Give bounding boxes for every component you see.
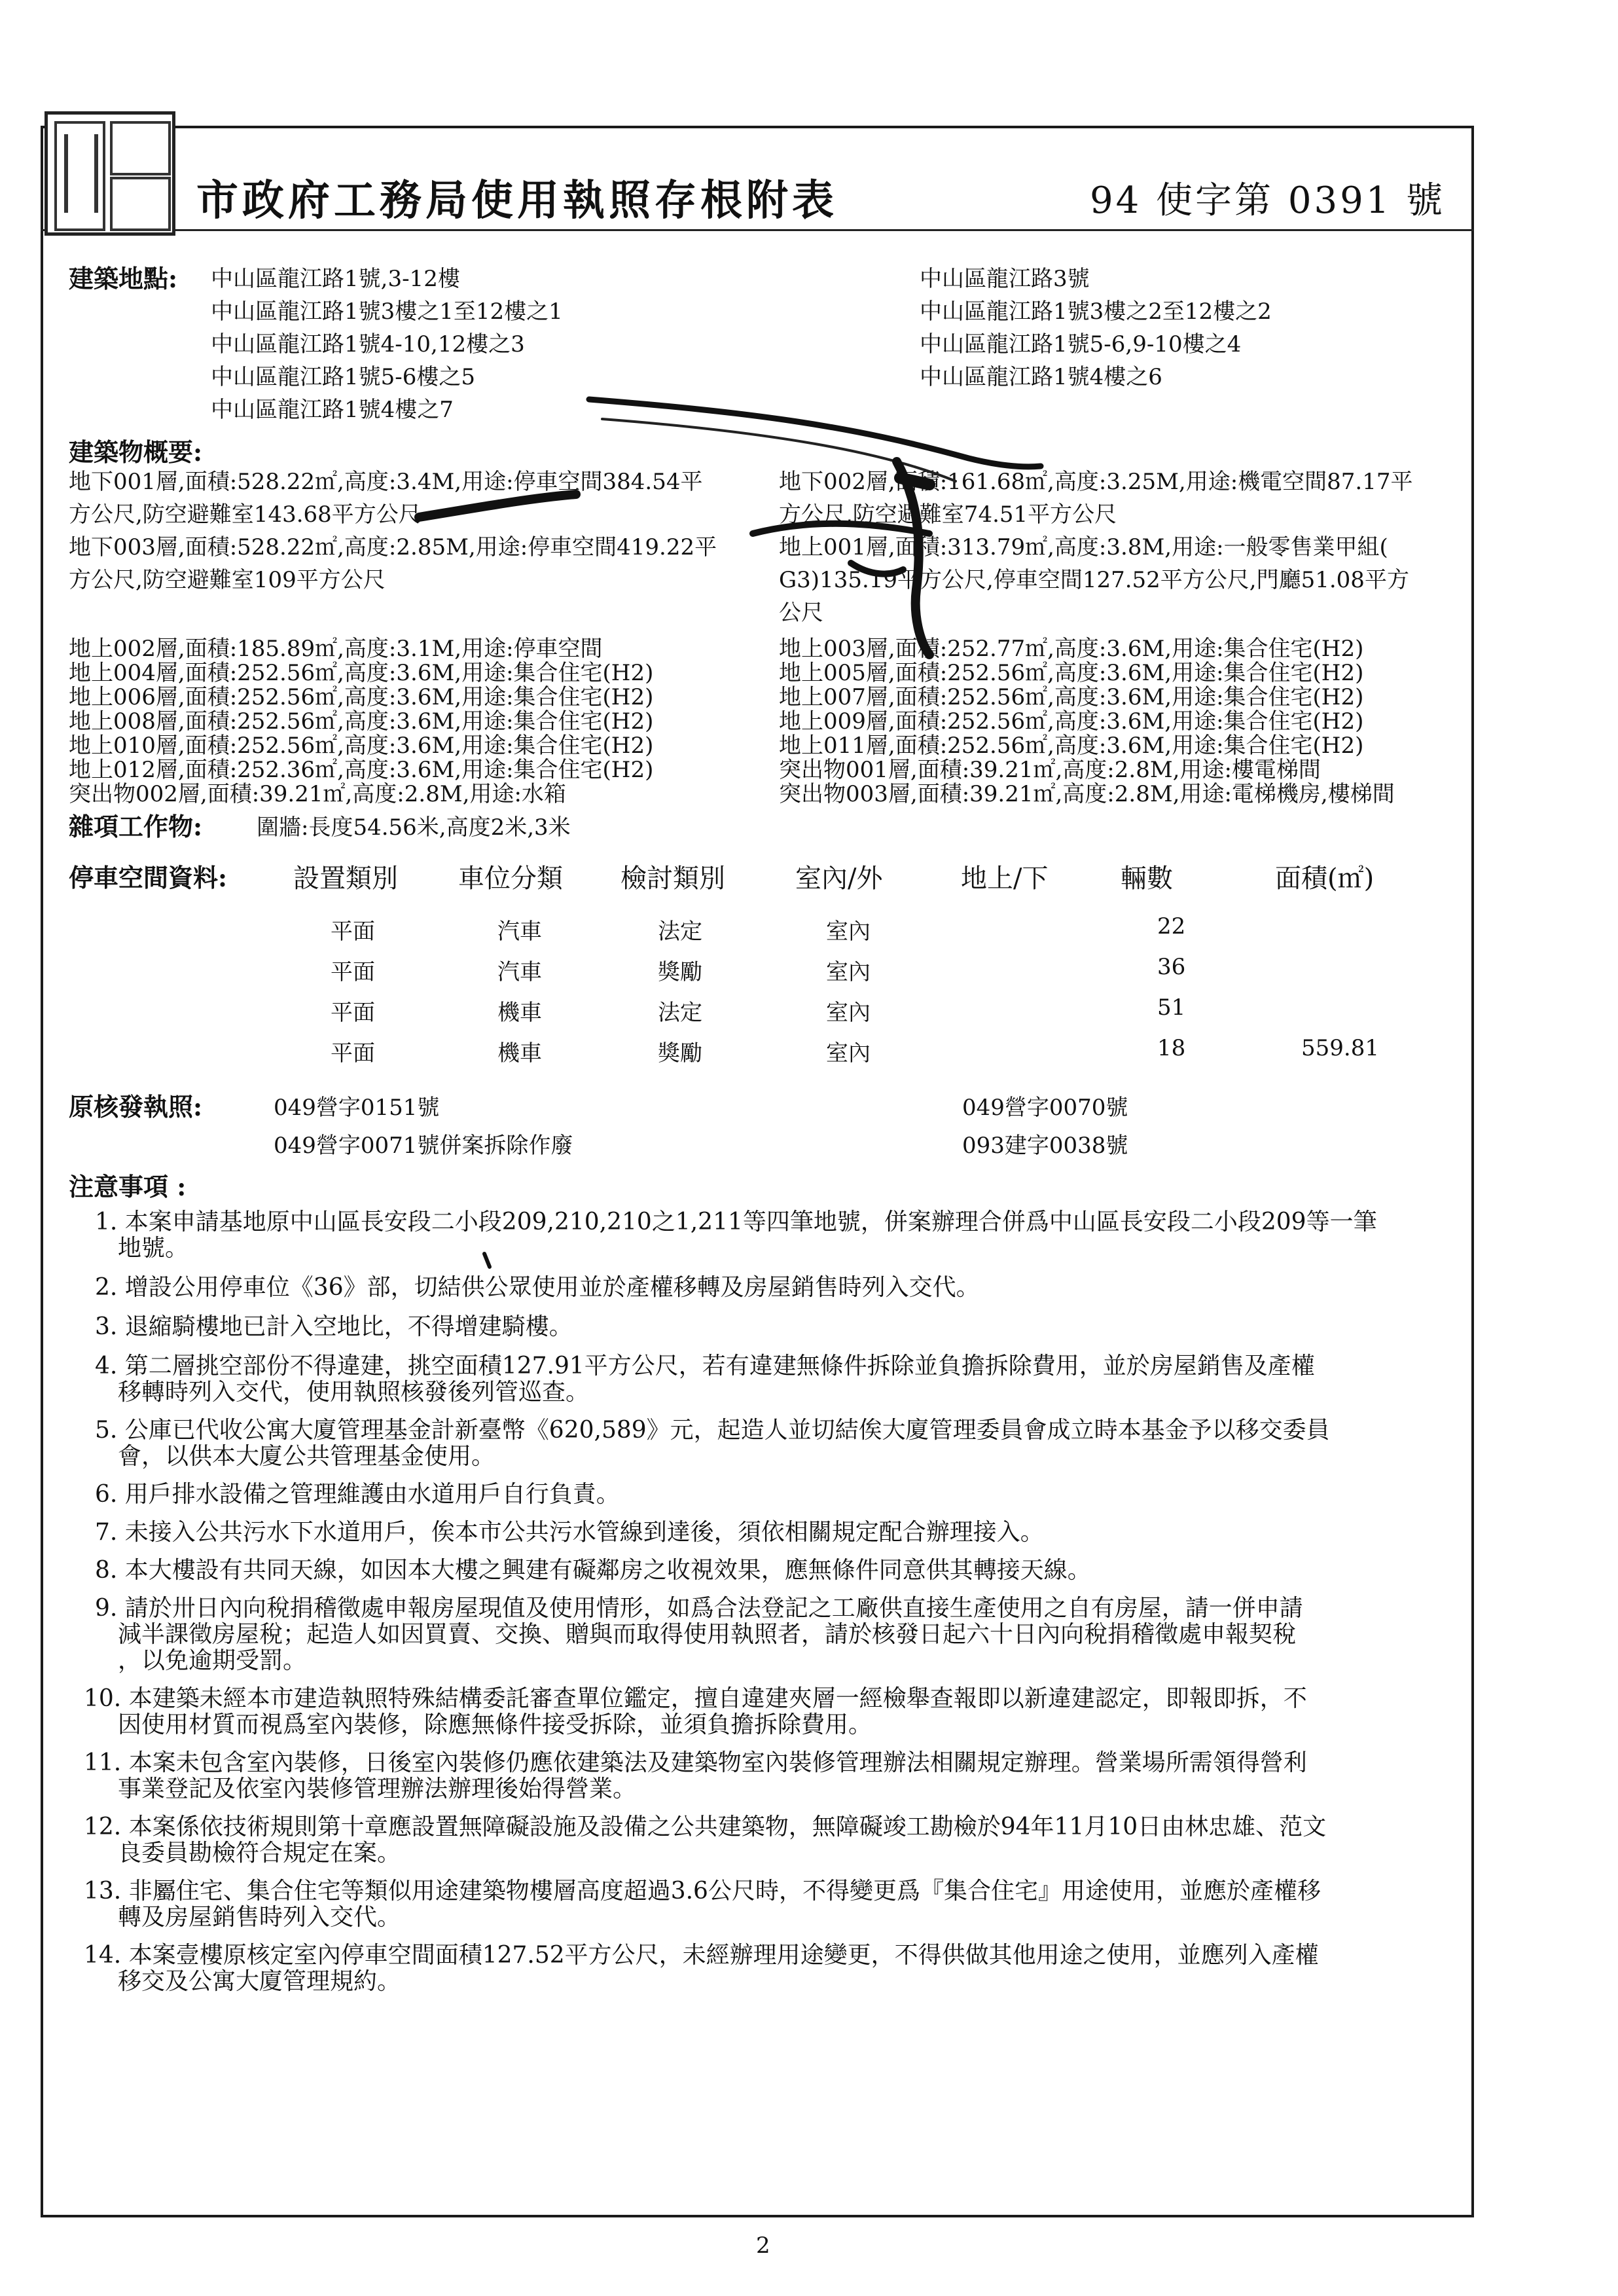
note-line: 3. 退縮騎樓地已計入空地比，不得增建騎樓。	[95, 1313, 573, 1340]
original-permit-left-1: 049營字0071號併案拆除作廢	[274, 1133, 573, 1159]
parking-cell: 平面	[331, 959, 375, 985]
note-line: 13. 非屬住宅、集合住宅等類似用途建築物樓層高度超過3.6公尺時，不得變更爲『集合住宅』用途使用，並應於產權移	[84, 1878, 1321, 1904]
basement-right-1: 方公尺,防空避難室74.51平方公尺	[779, 501, 1117, 528]
basement-left-2: 地下003層,面積:528.22㎡,高度:2.85M,用途:停車空間419.22平	[69, 534, 717, 560]
parking-label: 停車空間資料:	[69, 863, 228, 892]
site-right-3: 中山區龍江路1號4樓之6	[920, 364, 1162, 390]
original-permits-label: 原核發執照:	[69, 1092, 203, 1121]
floor-right-4: 地上011層,面積:252.56㎡,高度:3.6M,用途:集合住宅(H2)	[779, 733, 1364, 759]
note-line: 10. 本建築未經本市建造執照特殊結構委託審查單位鑑定，擅自違建夾層一經檢舉查報即以新違建認定，即報即拆，不	[84, 1685, 1307, 1712]
parking-header-type: 設置類別	[293, 864, 398, 894]
parking-header-indoor: 室內/外	[795, 864, 883, 894]
floor-right-5: 突出物001層,面積:39.21㎡,高度:2.8M,用途:樓電梯間	[779, 757, 1321, 783]
note-line: 9. 請於卅日內向稅捐稽徵處申報房屋現值及使用情形，如爲合法登記之工廠供直接生產使用之自有房屋，請一併申請	[95, 1595, 1303, 1622]
parking-cell: 室內	[826, 1000, 871, 1026]
floor-right-6: 突出物003層,面積:39.21㎡,高度:2.8M,用途:電梯機房,樓梯間	[779, 781, 1395, 807]
note-line: 6. 用戶排水設備之管理維護由水道用戶自行負責。	[95, 1481, 620, 1508]
floor-left-5: 地上012層,面積:252.36㎡,高度:3.6M,用途:集合住宅(H2)	[69, 757, 654, 783]
note-line: 7. 未接入公共污水下水道用戶，俟本市公共污水管線到達後，須依相關規定配合辦理接入。	[95, 1519, 1044, 1546]
misc-works-value: 圍牆:長度54.56米,高度2米,3米	[257, 814, 571, 841]
note-line: 轉及房屋銷售時列入交代。	[118, 1904, 401, 1931]
site-right-1: 中山區龍江路1號3樓之2至12樓之2	[920, 299, 1272, 325]
permit-number: 94 使字第 0391 號	[1090, 179, 1446, 222]
original-permit-right-0: 049營字0070號	[962, 1095, 1128, 1121]
overview-label: 建築物概要:	[69, 437, 203, 467]
parking-cell: 室內	[826, 1040, 871, 1066]
parking-cell: 平面	[331, 1040, 375, 1066]
site-left-0: 中山區龍江路1號,3-12樓	[211, 266, 460, 292]
parking-cell: 室內	[826, 919, 871, 945]
misc-works-label: 雜項工作物:	[69, 812, 203, 841]
basement-right-0: 地下002層,面積:161.68㎡,高度:3.25M,用途:機電空間87.17平	[779, 469, 1413, 495]
page-title: 市政府工務局使用執照存根附表	[196, 176, 838, 225]
site-label: 建築地點:	[69, 264, 178, 293]
note-line: 事業登記及依室內裝修管理辦法辦理後始得營業。	[118, 1776, 637, 1802]
note-line: 移轉時列入交代，使用執照核發後列管巡查。	[118, 1379, 590, 1406]
note-line: 移交及公寓大廈管理規約。	[118, 1968, 401, 1995]
note-line: 12. 本案係依技術規則第十章應設置無障礙設施及設備之公共建築物，無障礙竣工勘檢於94年11月10日由林忠雄、范文	[84, 1813, 1327, 1840]
notes-label: 注意事項 :	[69, 1172, 187, 1201]
parking-cell: 獎勵	[658, 1040, 702, 1066]
note-line: 地號。	[118, 1235, 189, 1262]
parking-cell: 51	[1157, 994, 1186, 1021]
floor-left-1: 地上004層,面積:252.56㎡,高度:3.6M,用途:集合住宅(H2)	[69, 660, 654, 686]
floor-right-3: 地上009層,面積:252.56㎡,高度:3.6M,用途:集合住宅(H2)	[779, 708, 1364, 735]
note-line: ，以免逾期受罰。	[118, 1647, 307, 1674]
parking-cell: 機車	[497, 1040, 542, 1066]
basement-right-2: 地上001層,面積:313.79㎡,高度:3.8M,用途:一般零售業甲組(	[779, 534, 1388, 560]
parking-cell: 559.81	[1301, 1035, 1379, 1061]
note-line: 2. 增設公用停車位《36》部，切結供公眾使用並於產權移轉及房屋銷售時列入交代。	[95, 1274, 980, 1301]
note-line: 因使用材質而視爲室內裝修，除應無條件接受拆除，並須負擔拆除費用。	[118, 1711, 872, 1738]
site-left-1: 中山區龍江路1號3樓之1至12樓之1	[211, 299, 563, 325]
note-line: 4. 第二層挑空部份不得違建，挑空面積127.91平方公尺，若有違建無條件拆除並負擔拆除費用，並於房屋銷售及產權	[95, 1353, 1315, 1379]
basement-right-3: G3)135.19平方公尺,停車空間127.52平方公尺,門廳51.08平方	[779, 567, 1409, 593]
parking-cell: 平面	[331, 1000, 375, 1026]
basement-left-3: 方公尺,防空避難室109平方公尺	[69, 567, 386, 593]
basement-right-4: 公尺	[779, 600, 823, 626]
parking-header-count: 輛數	[1121, 864, 1173, 894]
parking-header-review: 檢討類別	[620, 864, 725, 894]
parking-cell: 汽車	[497, 919, 542, 945]
note-line: 11. 本案未包含室內裝修，日後室內裝修仍應依建築法及建築物室內裝修管理辦法相關規定辦理。營業場所需領得營利	[84, 1749, 1307, 1776]
page-number: 2	[756, 2232, 770, 2259]
site-right-2: 中山區龍江路1號5-6,9-10樓之4	[920, 331, 1242, 357]
site-right-0: 中山區龍江路3號	[920, 266, 1090, 292]
parking-cell: 18	[1157, 1035, 1186, 1061]
floor-left-6: 突出物002層,面積:39.21㎡,高度:2.8M,用途:水箱	[69, 781, 566, 807]
parking-cell: 法定	[658, 919, 702, 945]
site-left-4: 中山區龍江路1號4樓之7	[211, 397, 454, 423]
parking-cell: 法定	[658, 1000, 702, 1026]
site-left-2: 中山區龍江路1號4-10,12樓之3	[211, 331, 525, 357]
parking-cell: 獎勵	[658, 959, 702, 985]
floor-left-2: 地上006層,面積:252.56㎡,高度:3.6M,用途:集合住宅(H2)	[69, 684, 654, 710]
floor-left-3: 地上008層,面積:252.56㎡,高度:3.6M,用途:集合住宅(H2)	[69, 708, 654, 735]
original-permit-right-1: 093建字0038號	[962, 1133, 1128, 1159]
original-permit-left-0: 049營字0151號	[274, 1095, 440, 1121]
note-line: 會，以供本大廈公共管理基金使用。	[118, 1443, 495, 1470]
note-line: 良委員勘檢符合規定在案。	[118, 1840, 401, 1867]
parking-header-area: 面積(㎡)	[1275, 864, 1375, 894]
floor-left-0: 地上002層,面積:185.89㎡,高度:3.1M,用途:停車空間	[69, 636, 603, 662]
parking-cell: 22	[1157, 913, 1186, 939]
site-left-3: 中山區龍江路1號5-6樓之5	[211, 364, 476, 390]
parking-cell: 機車	[497, 1000, 542, 1026]
note-line: 1. 本案申請基地原中山區長安段二小段209,210,210之1,211等四筆地號，併案辦理合併爲中山區長安段二小段209等一筆	[95, 1209, 1377, 1235]
note-line: 減半課徵房屋稅；起造人如因買賣、交換、贈與而取得使用執照者，請於核發日起六十日內向稅捐稽徵處申報契稅	[118, 1621, 1297, 1648]
basement-left-1: 方公尺,防空避難室143.68平方公尺	[69, 501, 421, 528]
floor-right-2: 地上007層,面積:252.56㎡,高度:3.6M,用途:集合住宅(H2)	[779, 684, 1364, 710]
parking-header-vehicle: 車位分類	[458, 864, 563, 894]
parking-cell: 室內	[826, 959, 871, 985]
parking-cell: 汽車	[497, 959, 542, 985]
floor-right-0: 地上003層,面積:252.77㎡,高度:3.6M,用途:集合住宅(H2)	[779, 636, 1364, 662]
note-line: 8. 本大樓設有共同天線，如因本大樓之興建有礙鄰房之收視效果，應無條件同意供其轉接天線。	[95, 1557, 1091, 1584]
basement-left-0: 地下001層,面積:528.22㎡,高度:3.4M,用途:停車空間384.54平	[69, 469, 703, 495]
parking-cell: 36	[1157, 954, 1186, 980]
note-line: 14. 本案壹樓原核定室內停車空間面積127.52平方公尺，未經辦理用途變更，不得供做其他用途之使用，並應列入產權	[84, 1942, 1319, 1969]
parking-header-level: 地上/下	[961, 864, 1049, 894]
floor-right-1: 地上005層,面積:252.56㎡,高度:3.6M,用途:集合住宅(H2)	[779, 660, 1364, 686]
parking-cell: 平面	[331, 919, 375, 945]
floor-left-4: 地上010層,面積:252.56㎡,高度:3.6M,用途:集合住宅(H2)	[69, 733, 654, 759]
note-line: 5. 公庫已代收公寓大廈管理基金計新臺幣《620,589》元，起造人並切結俟大廈管理委員會成立時本基金予以移交委員	[95, 1417, 1330, 1444]
